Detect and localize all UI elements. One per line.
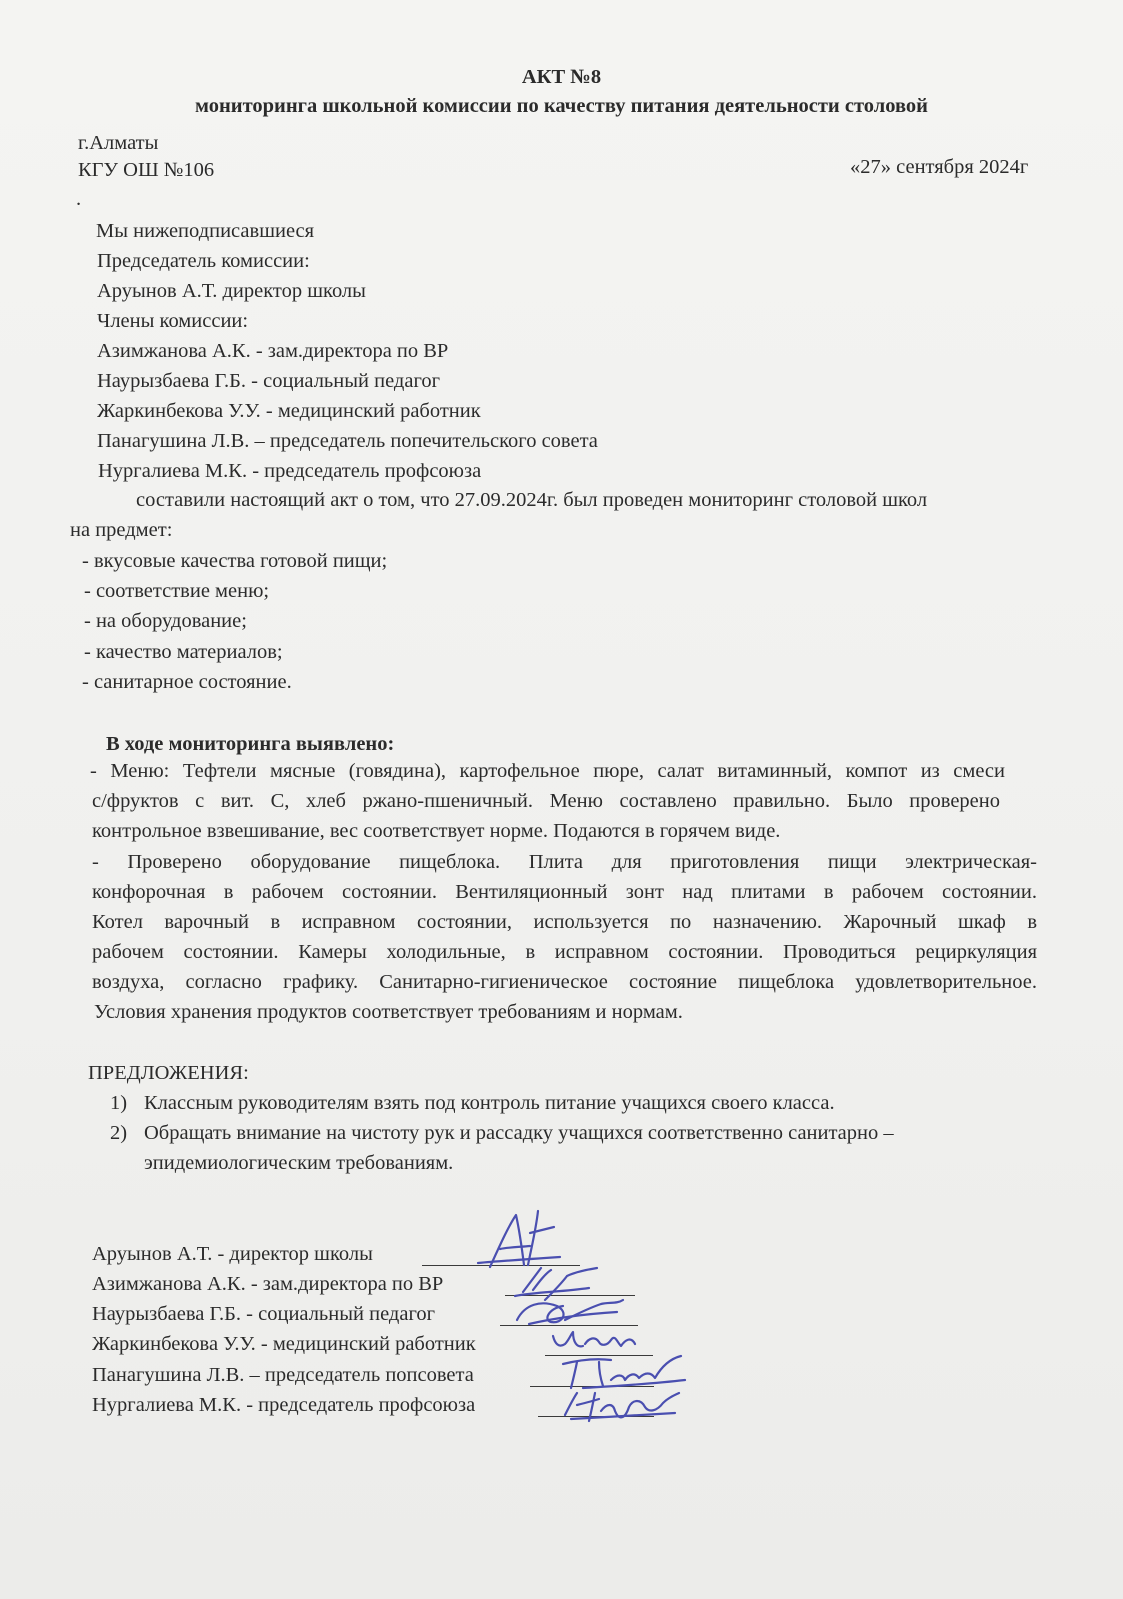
proposal-text-continued: эпидемиологическим требованиям. xyxy=(144,1152,454,1174)
findings-line: конфорочная в рабочем состоянии. Вентиляционный зонт над плитами в рабочем состоянии. xyxy=(92,881,1037,903)
city-label: г.Алматы xyxy=(78,132,159,154)
subject-item: - на оборудование; xyxy=(84,610,247,632)
proposal-item xyxy=(110,1120,894,1146)
member-item: Наурызбаева Г.Б. - социальный педагог xyxy=(97,370,441,392)
signature-name: Нургалиева М.К. - председатель профсоюза xyxy=(92,1394,476,1416)
findings-line: с/фруктов с вит. С, хлеб ржано-пшеничный. Меню составлено правильно. Было проверено xyxy=(92,790,1000,812)
signature-name: Панагушина Л.В. – председатель попсовета xyxy=(92,1364,474,1386)
findings-line: - Проверено оборудование пищеблока. Плита для приготовления пищи электрическая- xyxy=(92,851,1037,873)
member-item: Нургалиева М.К. - председатель профсоюза xyxy=(98,460,482,482)
signature-name: Аруынов А.Т. - директор школы xyxy=(92,1243,373,1265)
chair-label: Председатель комиссии: xyxy=(97,250,310,272)
signature-name: Наурызбаева Г.Б. - социальный педагог xyxy=(92,1303,436,1325)
proposal-number: 2) xyxy=(110,1122,128,1144)
proposal-text: Обращать внимание на чистоту рук и рассадку учащихся соответственно санитарно – xyxy=(144,1122,894,1144)
findings-heading: В ходе мониторинга выявлено: xyxy=(106,733,395,755)
chair-name: Аруынов А.Т. директор школы xyxy=(97,280,366,302)
findings-line: рабочем состоянии. Камеры холодильные, в исправном состоянии. Проводиться рециркуляция xyxy=(92,941,1037,963)
undersigned-label: Мы нижеподписавшиеся xyxy=(96,220,315,242)
findings-line: Условия хранения продуктов соответствует требованиям и нормам. xyxy=(94,1001,683,1023)
union-chair-signature xyxy=(555,1385,685,1429)
document-subtitle: мониторинга школьной комиссии по качеству питания деятельности столовой xyxy=(195,95,928,117)
proposal-number: 1) xyxy=(110,1092,128,1114)
member-item: Панагушина Л.В. – председатель попечительского совета xyxy=(97,430,598,452)
document-title: АКТ №8 xyxy=(521,66,602,88)
signature-name: Азимжанова А.К. - зам.директора по ВР xyxy=(92,1273,444,1295)
member-item: Жаркинбекова У.У. - медицинский работник xyxy=(97,400,481,422)
subject-item: - вкусовые качества готовой пищи; xyxy=(82,550,388,572)
school-label: КГУ ОШ №106 xyxy=(78,159,215,181)
proposal-item xyxy=(110,1090,835,1116)
proposals-heading: ПРЕДЛОЖЕНИЯ: xyxy=(88,1062,249,1084)
subject-item: - санитарное состояние. xyxy=(82,671,292,693)
member-item: Азимжанова А.К. - зам.директора по ВР xyxy=(97,340,449,362)
members-label: Члены комиссии: xyxy=(97,310,249,332)
findings-line: Котел варочный в исправном состоянии, используется по назначению. Жарочный шкаф в xyxy=(92,911,1037,933)
signature-name: Жаркинбекова У.У. - медицинский работник xyxy=(92,1333,476,1355)
findings-line: воздуха, согласно графику. Санитарно-гигиеническое состояние пищеблока удовлетворительное. xyxy=(92,971,1037,993)
statement-line: составили настоящий акт о том, что 27.09.2024г. был проведен мониторинг столовой школ xyxy=(136,489,928,511)
stray-dot: . xyxy=(76,188,82,210)
subject-item: - соответствие меню; xyxy=(84,580,270,602)
document-date: «27» сентября 2024г xyxy=(850,156,1029,178)
findings-line: контрольное взвешивание, вес соответствует норме. Подаются в горячем виде. xyxy=(92,820,781,842)
subject-item: - качество материалов; xyxy=(84,641,283,663)
proposal-text: Классным руководителям взять под контроль питание учащихся своего класса. xyxy=(144,1092,835,1114)
statement-line: на предмет: xyxy=(70,519,173,541)
findings-line: - Меню: Тефтели мясные (говядина), картофельное пюре, салат витаминный, компот из смеси xyxy=(90,760,1005,782)
